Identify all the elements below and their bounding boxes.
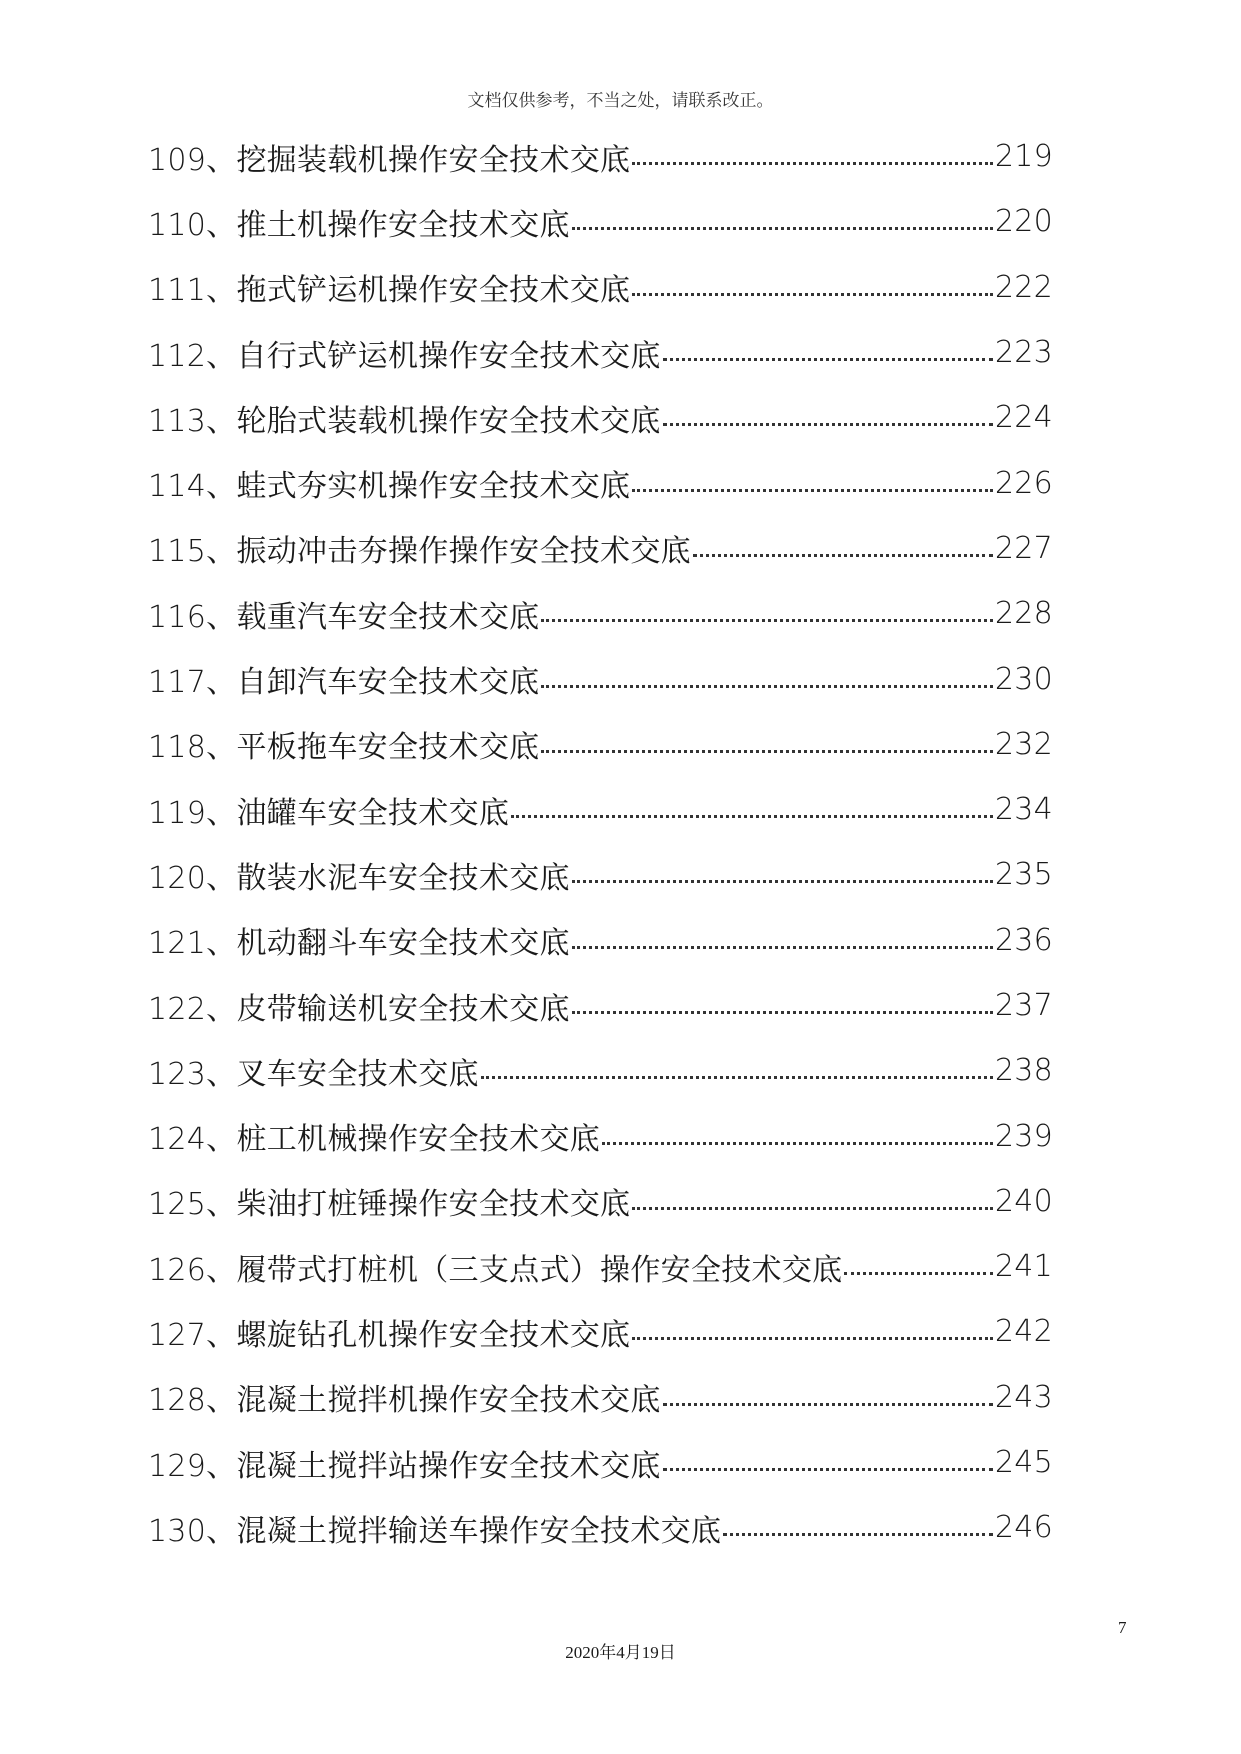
page-header: 文档仅供参考，不当之处，请联系改正。 [467, 91, 774, 111]
toc-entry-title: 121、机动翻斗车安全技术交底 [148, 926, 570, 962]
toc-leader-dots [541, 683, 992, 688]
toc-entry[interactable] [148, 1495, 1053, 1560]
toc-leader-dots [481, 1074, 993, 1079]
toc-entry[interactable] [148, 255, 1053, 320]
toc-entry[interactable] [148, 777, 1053, 842]
toc-entry-title: 125、柴油打桩锤操作安全技术交底 [148, 1187, 631, 1223]
toc-entry[interactable] [148, 1103, 1053, 1168]
toc-entry[interactable] [148, 908, 1053, 973]
toc-entry[interactable] [148, 516, 1053, 581]
toc-entry-title: 111、拖式铲运机操作安全技术交底 [148, 273, 631, 309]
toc-entry-page: 245 [994, 1445, 1053, 1481]
toc-entry-title: 127、螺旋钻孔机操作安全技术交底 [148, 1317, 631, 1353]
toc-entry-title: 110、推土机操作安全技术交底 [148, 207, 570, 243]
toc-leader-dots [663, 1466, 993, 1471]
toc-leader-dots [572, 878, 993, 883]
toc-entry-page: 228 [994, 596, 1053, 632]
toc-entry-page: 242 [994, 1314, 1053, 1350]
toc-entry-title: 116、载重汽车安全技术交底 [148, 599, 540, 635]
toc-leader-dots [572, 1009, 993, 1014]
toc-leader-dots [541, 617, 992, 622]
toc-entry-page: 223 [994, 335, 1053, 371]
toc-entry-title: 124、桩工机械操作安全技术交底 [148, 1122, 601, 1158]
toc-leader-dots [723, 1531, 993, 1536]
toc-leader-dots [663, 356, 993, 361]
toc-entry[interactable] [148, 646, 1053, 711]
toc-leader-dots [632, 487, 992, 492]
toc-entry-page: 232 [994, 726, 1053, 762]
toc-leader-dots [511, 813, 993, 818]
toc-entry[interactable] [148, 1169, 1053, 1234]
toc-leader-dots [693, 552, 993, 557]
toc-leader-dots [602, 1140, 993, 1145]
toc-entry[interactable] [148, 712, 1053, 777]
toc-entry-page: 224 [994, 400, 1053, 436]
toc-leader-dots [572, 225, 993, 230]
toc-entry-page: 238 [994, 1053, 1053, 1089]
toc-entry-title: 115、振动冲击夯操作操作安全技术交底 [148, 534, 691, 570]
toc-entry[interactable] [148, 320, 1053, 385]
toc-entry-page: 235 [994, 857, 1053, 893]
toc-leader-dots [632, 160, 992, 165]
toc-entry[interactable] [148, 1299, 1053, 1364]
toc-entry-title: 112、自行式铲运机操作安全技术交底 [148, 338, 661, 374]
toc-entry-page: 219 [994, 139, 1053, 175]
toc-entry-title: 118、平板拖车安全技术交底 [148, 730, 540, 766]
toc-entry-title: 120、散装水泥车安全技术交底 [148, 860, 570, 896]
toc-leader-dots [844, 1270, 992, 1275]
toc-entry[interactable] [148, 1038, 1053, 1103]
toc-entry[interactable] [148, 189, 1053, 254]
toc-entry-title: 126、履带式打桩机（三支点式）操作安全技术交底 [148, 1252, 843, 1288]
toc-entry[interactable] [148, 1430, 1053, 1495]
toc-entry-title: 117、自卸汽车安全技术交底 [148, 665, 540, 701]
toc-entry-page: 230 [994, 661, 1053, 697]
toc-entry-page: 246 [994, 1510, 1053, 1546]
toc-leader-dots [663, 421, 993, 426]
toc-leader-dots [632, 1335, 992, 1340]
toc-entry[interactable] [148, 1234, 1053, 1299]
toc-entry-page: 240 [994, 1183, 1053, 1219]
toc-entry-page: 222 [994, 269, 1053, 305]
toc-leader-dots [541, 748, 992, 753]
toc-leader-dots [663, 1401, 993, 1406]
toc-entry-title: 113、轮胎式装载机操作安全技术交底 [148, 403, 661, 439]
toc-entry-page: 237 [994, 988, 1053, 1023]
toc-entry-title: 114、蛙式夯实机操作安全技术交底 [148, 469, 631, 505]
toc-entry-title: 119、油罐车安全技术交底 [148, 795, 510, 831]
toc-entry-title: 109、挖掘装载机操作安全技术交底 [148, 142, 631, 178]
toc-entry-page: 241 [994, 1249, 1053, 1285]
toc-leader-dots [572, 944, 993, 949]
table-of-contents [148, 124, 1053, 1561]
toc-entry-title: 123、叉车安全技术交底 [148, 1056, 479, 1092]
toc-entry-page: 239 [994, 1118, 1053, 1154]
toc-entry-page: 243 [994, 1379, 1053, 1415]
toc-entry[interactable] [148, 842, 1053, 907]
toc-entry[interactable] [148, 124, 1053, 189]
toc-leader-dots [632, 1205, 992, 1210]
toc-entry-page: 226 [994, 465, 1053, 501]
toc-entry[interactable] [148, 973, 1053, 1038]
toc-entry-title: 129、混凝土搅拌站操作安全技术交底 [148, 1448, 661, 1484]
toc-entry-page: 220 [994, 204, 1053, 240]
toc-entry-title: 128、混凝土搅拌机操作安全技术交底 [148, 1383, 661, 1419]
toc-entry-page: 227 [994, 530, 1053, 566]
toc-entry[interactable] [148, 581, 1053, 646]
toc-leader-dots [632, 291, 992, 296]
toc-entry-page: 234 [994, 792, 1053, 828]
toc-entry-page: 236 [994, 922, 1053, 958]
toc-entry-title: 122、皮带输送机安全技术交底 [148, 991, 570, 1027]
page-footer-date: 2020年4月19日 [565, 1643, 676, 1662]
toc-entry[interactable] [148, 1365, 1053, 1430]
page-number: 7 [1118, 1618, 1127, 1637]
toc-entry[interactable] [148, 450, 1053, 515]
toc-entry[interactable] [148, 385, 1053, 450]
toc-entry-title: 130、混凝土搅拌输送车操作安全技术交底 [148, 1513, 722, 1549]
